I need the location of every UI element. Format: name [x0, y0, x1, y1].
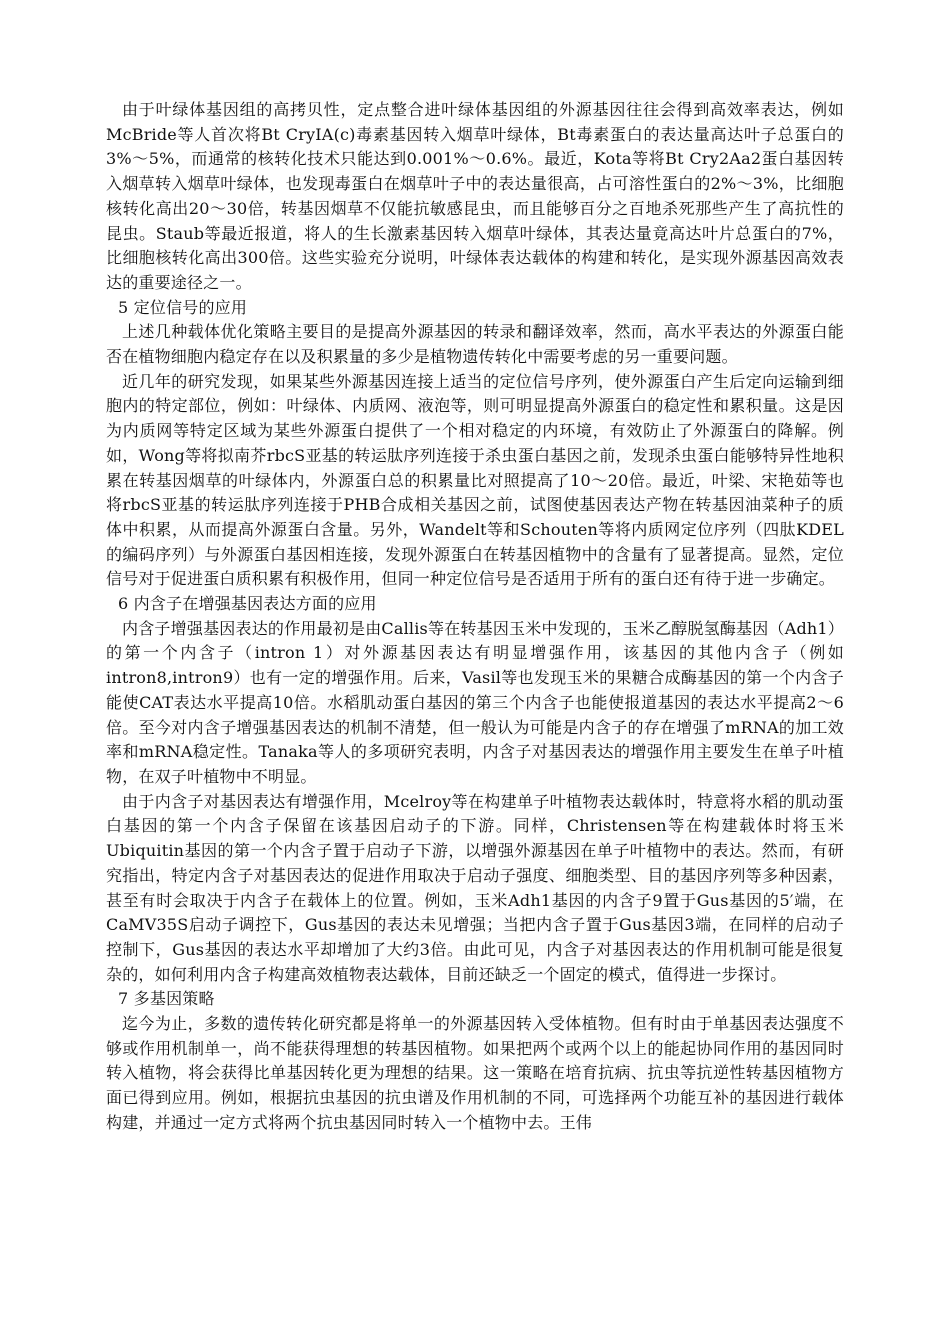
section-heading-7: 7 多基因策略	[118, 989, 215, 1009]
paragraph-chloroplast-expression: 由于叶绿体基因组的高拷贝性，定点整合进叶绿体基因组的外源基因往往会得到高效率表达，例如McBride等人首次将Bt CryIA(c)毒素基因转入烟草叶绿体，Bt毒素蛋白的表达量高达叶子总蛋白的3%～5%，而通常的核转化技术只能达到0.001%～0.6%。最近，Kota等将Bt Cry2Aa2蛋白基因转入烟草转入烟草叶绿体，也发现毒蛋白在烟草叶子中的表达量很高，占可溶性蛋白的2%～3%，比细胞核转化高出20～30倍，转基因烟草不仅能抗敏感昆虫，而且能够百分之百地杀死那些产生了高抗性的昆虫。Staub等最近报道，将人的生长激素基因转入烟草叶绿体，其表达量竟高达叶片总蛋白的7%，比细胞核转化高出300倍。这些实验充分说明，叶绿体表达载体的构建和转化，是实现外源基因高效表达的重要途径之一。	[106, 100, 844, 292]
section-heading-6: 6 内含子在增强基因表达方面的应用	[118, 594, 377, 614]
paragraph-localization-intro: 上述几种载体优化策略主要目的是提高外源基因的转录和翻译效率，然而，高水平表达的外源蛋白能否在植物细胞内稳定存在以及积累量的多少是植物遗传转化中需要考虑的另一重要问题。	[106, 322, 844, 367]
document-page	[106, 98, 844, 1136]
paragraph-intron-vectors: 由于内含子对基因表达有增强作用，Mcelroy等在构建单子叶植物表达载体时，特意将水稻的肌动蛋白基因的第一个内含子保留在该基因启动子的下游。同样，Christensen等在构建载体时将玉米Ubiquitin基因的第一个内含子置于启动子下游，以增强外源基因在单子叶植物中的表达。然而，有研究指出，特定内含子对基因表达的促进作用取决于启动子强度、细胞类型、目的基因序列等多种因素，甚至有时会取决于内含子在载体上的位置。例如，玉米Adh1基因的内含子9置于Gus基因的5′端，在CaMV35S启动子调控下，Gus基因的表达未见增强；当把内含子置于Gus基因3端，在同样的启动子控制下，Gus基因的表达水平却增加了大约3倍。由此可见，内含子对基因表达的作用机制可能是很复杂的，如何利用内含子构建高效植物表达载体，目前还缺乏一个固定的模式，值得进一步探讨。	[106, 791, 844, 984]
section-heading-5: 5 定位信号的应用	[118, 297, 248, 317]
paragraph-intron-enhancement: 内含子增强基因表达的作用最初是由Callis等在转基因玉米中发现的，玉米乙醇脱氢酶基因（Adh1）的第一个内含子（intron 1）对外源基因表达有明显增强作用，该基因的其他内含子（例如intron8,intron9）也有一定的增强作用。后来，Vasil等也发现玉米的果糖合成酶基因的第一个内含子能使CAT表达水平提高10倍。水稻肌动蛋白基因的第三个内含子也能使报道基因的表达水平提高2～6倍。至今对内含子增强基因表达的机制不清楚，但一般认为可能是内含子的存在增强了mRNA的加工效率和mRNA稳定性。Tanaka等人的多项研究表明，内含子对基因表达的增强作用主要发生在单子叶植物，在双子叶植物中不明显。	[106, 618, 844, 786]
paragraph-localization-signal: 近几年的研究发现，如果某些外源基因连接上适当的定位信号序列，使外源蛋白产生后定向运输到细胞内的特定部位，例如：叶绿体、内质网、液泡等，则可明显提高外源蛋白的稳定性和累积量。这是因为内质网等特定区域为某些外源蛋白提供了一个相对稳定的内环境，有效防止了外源蛋白的降解。例如，Wong等将拟南芥rbcS亚基的转运肽序列连接于杀虫蛋白基因之前，发现杀虫蛋白能够特异性地积累在转基因烟草的叶绿体内，外源蛋白总的积累量比对照提高了10～20倍。最近，叶梁、宋艳茹等也将rbcS亚基的转运肽序列连接于PHB合成相关基因之前，试图使基因表达产物在转基因油菜种子的质体中积累，从而提高外源蛋白含量。另外，Wandelt等和Schouten等将内质网定位序列（四肽KDEL的编码序列）与外源蛋白基因相连接，发现外源蛋白在转基因植物中的含量有了显著提高。显然，定位信号对于促进蛋白质积累有积极作用，但同一种定位信号是否适用于所有的蛋白还有待于进一步确定。	[106, 371, 844, 589]
paragraph-multigene-strategy: 迄今为止，多数的遗传转化研究都是将单一的外源基因转入受体植物。但有时由于单基因表达强度不够或作用机制单一，尚不能获得理想的转基因植物。如果把两个或两个以上的能起协同作用的基因同时转入植物，将会获得比单基因转化更为理想的结果。这一策略在培育抗病、抗虫等抗逆性转基因植物方面已得到应用。例如，根据抗虫基因的抗虫谱及作用机制的不同，可选择两个功能互补的基因进行载体构建，并通过一定方式将两个抗虫基因同时转入一个植物中去。王伟	[106, 1014, 844, 1132]
